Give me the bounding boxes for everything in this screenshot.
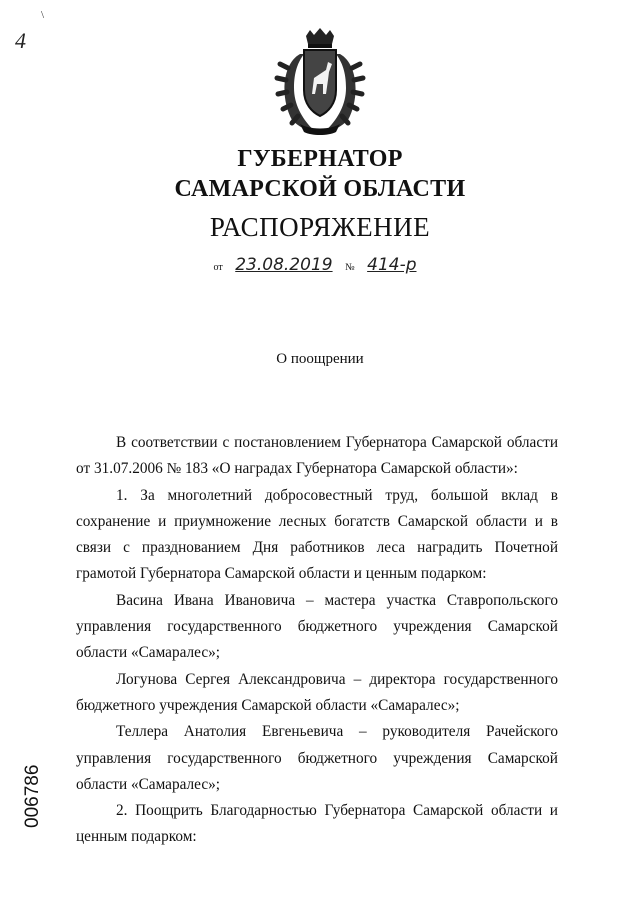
coat-of-arms-icon [270, 28, 370, 138]
paragraph-awardee-3: Теллера Анатолия Евгеньевича – руководителя Рачейского управления государственного бюджетного учреждения Самарской области «Самаралес»; [76, 723, 558, 793]
header-line-1: ГУБЕРНАТОР [237, 146, 403, 172]
date-value: 23.08.2019 [235, 255, 333, 275]
document-subject: О поощрении [276, 351, 364, 367]
date-prefix: от [213, 262, 223, 273]
handwritten-corner-mark: 4 [15, 28, 26, 53]
tick-mark: \ [41, 9, 45, 21]
registration-line [0, 255, 640, 275]
header-line-2: САМАРСКОЙ ОБЛАСТИ [174, 176, 466, 202]
number-prefix: № [345, 262, 355, 273]
number-value: 414-р [367, 255, 417, 275]
document-type: РАСПОРЯЖЕНИЕ [209, 212, 431, 242]
paragraph-awardee-1: Васина Ивана Ивановича – мастера участка Ставропольского управления государственного бюджетного учреждения Самарской области «Самаралес»; [76, 591, 558, 662]
paragraph-item-1: 1. За многолетний добросовестный труд, большой вклад в сохранение и приумножение лесных богатств Самарской области и в связи с празднованием Дня работников леса наградить Почетной грамотой Губернатора Самарской области и ценным подарком: [76, 486, 558, 583]
document-body [76, 430, 558, 851]
paragraph-awardee-2: Логунова Сергея Александровича – директора государственного бюджетного учреждения Самарской области «Самаралес»; [76, 670, 558, 714]
paragraph-preamble: В соответствии с постановлением Губернатора Самарской области от 31.07.2006 № 183 «О наградах Губернатора Самарской области»: [76, 434, 558, 478]
paragraph-item-2: 2. Поощрить Благодарностью Губернатора Самарской области и ценным подарком: [76, 802, 558, 846]
side-serial-number: 006786 [22, 764, 43, 828]
